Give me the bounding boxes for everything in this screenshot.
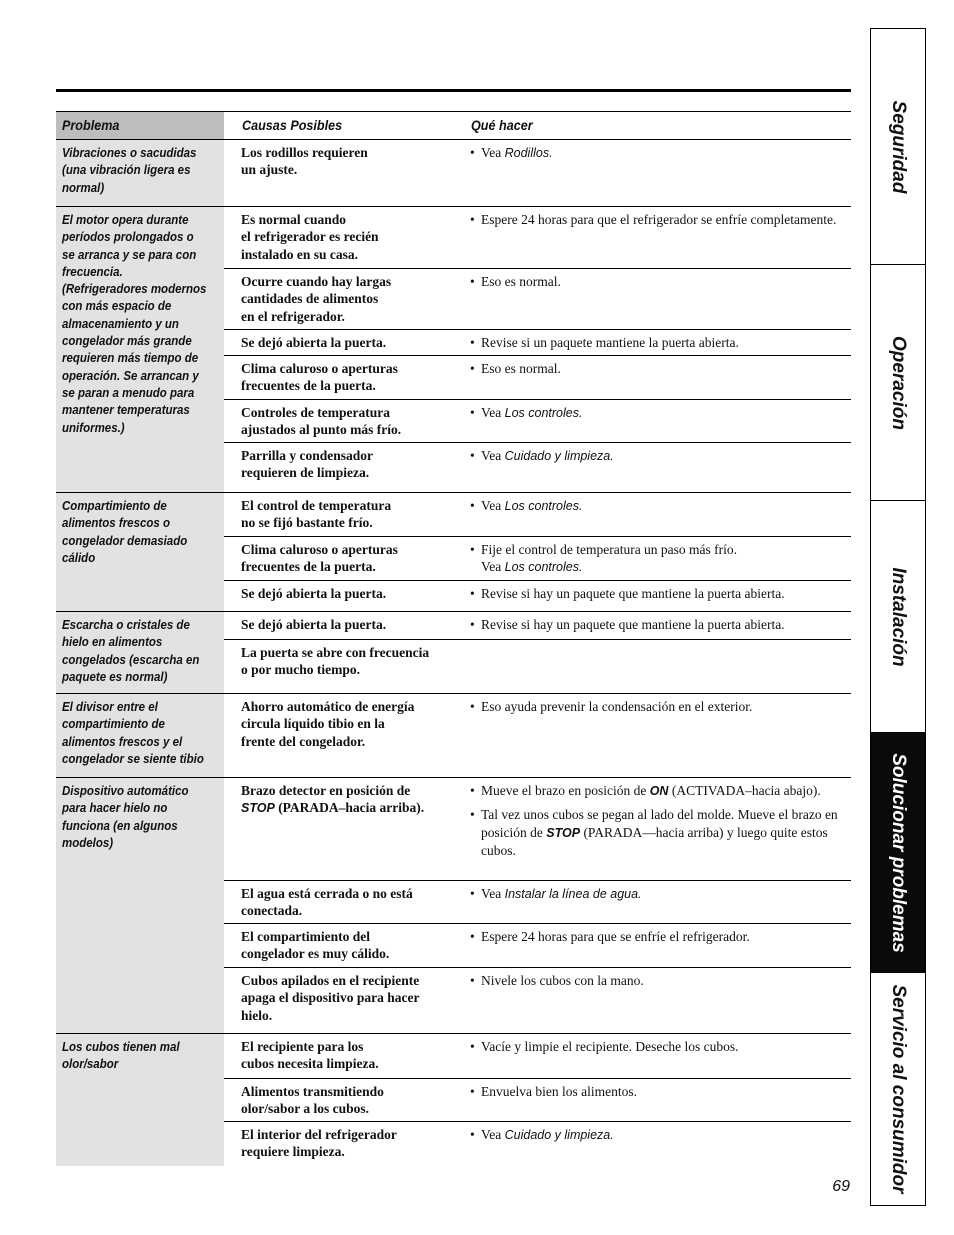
header-causas: Causas Posibles (242, 117, 343, 133)
cause-text: Ahorro automático de energía circula líquido tibio en la frente del congelador. (241, 699, 415, 749)
problem-cell (56, 612, 224, 693)
table-row (224, 1034, 851, 1078)
tab-operacion[interactable] (871, 265, 925, 501)
table-row (224, 1121, 851, 1167)
cause-text: La puerta se abre con frecuencia o por mucho tiempo. (241, 645, 430, 678)
cause-text: Brazo detector en posición de STOP (PARADA–hacia arriba). (241, 783, 425, 816)
solution-text: • Vea Cuidado y limpieza. (470, 1126, 851, 1150)
table-row (224, 923, 851, 968)
cause-text: Parrilla y condensador requieren de limpieza. (241, 448, 373, 481)
table-row (224, 778, 851, 880)
table-section (56, 694, 851, 778)
problem-cell (56, 207, 224, 492)
table-row (224, 880, 851, 924)
tab-label: Operación (888, 335, 909, 430)
cause-text: El interior del refrigerador requiere limpieza. (241, 1127, 397, 1160)
problem-cell (56, 1034, 224, 1166)
solution-text: • Fije el control de temperatura un paso más frío. Vea Los controles. (470, 541, 851, 583)
table-row (224, 442, 851, 493)
solution-text: • Vea Rodillos. (470, 144, 851, 168)
solution-text: • Envuelva bien los alimentos. (470, 1083, 851, 1106)
solution-text: • Revise si hay un paquete que mantiene la puerta abierta. (470, 616, 851, 639)
tab-label: Solucionar problemas (888, 752, 909, 953)
problem-text: Vibraciones o sacudidas (una vibración ligera es normal) (62, 146, 197, 195)
solution-text: • Vea Los controles. (470, 497, 851, 521)
solution-text: • Vea Los controles. (470, 404, 851, 428)
problem-text: El divisor entre el compartimiento de alimentos frescos y el congelador se siente tibio (62, 700, 204, 766)
solution-text: • Revise si un paquete mantiene la puerta abierta. (470, 334, 851, 357)
cause-text: El control de temperatura no se fijó bastante frío. (241, 498, 392, 531)
tab-instalacion[interactable] (871, 501, 925, 733)
solution-text: • Vea Instalar la línea de agua. (470, 885, 851, 909)
solution-text: • Nivele los cubos con la mano. (470, 972, 851, 995)
table-row (224, 268, 851, 330)
cause-text: Alimentos transmitiendo olor/sabor a los cubos. (241, 1084, 384, 1117)
header-problema: Problema (62, 117, 120, 133)
problem-cell (56, 778, 224, 1033)
tab-label: Instalación (888, 566, 909, 667)
cause-text: Cubos apilados en el recipiente apaga el dispositivo para hacer hielo. (241, 973, 420, 1023)
problem-cell (56, 493, 224, 611)
problem-cell (56, 140, 224, 206)
cause-text: Clima caluroso o aperturas frecuentes de la puerta. (241, 542, 398, 575)
problem-text: Los cubos tienen mal olor/sabor (62, 1040, 180, 1072)
cause-text: El recipiente para los cubos necesita limpieza. (241, 1039, 379, 1072)
table-section (56, 778, 851, 1034)
page-number: 69 (832, 1178, 850, 1195)
table-section (56, 140, 851, 207)
cause-text: El agua está cerrada o no está conectada. (241, 886, 413, 919)
table-row (224, 207, 851, 268)
cause-text: Los rodillos requieren un ajuste. (241, 145, 368, 178)
table-section (56, 1034, 851, 1166)
table-row (224, 399, 851, 443)
table-row (224, 329, 851, 356)
tab-label: Seguridad (888, 100, 909, 193)
cause-text: Es normal cuando el refrigerador es recién instalado en su casa. (241, 212, 379, 262)
solution-text: • Mueve el brazo en posición de ON (ACTIVADA–hacia abajo). • Tal vez unos cubos se pegan al lado del molde. Mueve el brazo en posición de STOP (PARADA—hacia arriba) y luego quite estos cubos. (470, 782, 851, 865)
solution-text: • Espere 24 horas para que se enfríe el refrigerador. (470, 928, 851, 951)
table-row (224, 580, 851, 612)
cause-text: Se dejó abierta la puerta. (241, 617, 387, 632)
table-section (56, 612, 851, 694)
table-section (56, 493, 851, 612)
cause-text: Ocurre cuando hay largas cantidades de alimentos en el refrigerador. (241, 274, 392, 324)
cause-text: Se dejó abierta la puerta. (241, 586, 387, 601)
cause-text: El compartimiento del congelador es muy cálido. (241, 929, 390, 962)
solution-text: • Vacíe y limpie el recipiente. Deseche los cubos. (470, 1038, 851, 1061)
solution-text: • Eso es normal. (470, 273, 851, 296)
cause-text: Se dejó abierta la puerta. (241, 335, 387, 350)
problem-text: Dispositivo automático para hacer hielo no funciona (en algunos modelos) (62, 784, 189, 850)
table-row (224, 967, 851, 1034)
tab-seguridad[interactable] (871, 29, 925, 265)
table-row (224, 355, 851, 400)
cause-text: Controles de temperatura ajustados al punto más frío. (241, 405, 402, 438)
solution-text: • Eso es normal. (470, 360, 851, 383)
problem-text: Escarcha o cristales de hielo en alimentos congelados (escarcha en paquete es normal) (62, 618, 200, 684)
table-row (224, 694, 851, 777)
top-rule (56, 89, 851, 92)
table-row (224, 536, 851, 581)
table-row (224, 612, 851, 639)
table-section (56, 207, 851, 493)
cause-text: Clima caluroso o aperturas frecuentes de la puerta. (241, 361, 398, 394)
tab-solucionar-problemas[interactable] (871, 733, 925, 973)
solution-text: • Espere 24 horas para que el refrigerador se enfríe completamente. (470, 211, 851, 234)
solution-text: • Vea Cuidado y limpieza. (470, 447, 851, 471)
solution-text: • Revise si hay un paquete que mantiene la puerta abierta. (470, 585, 851, 608)
table-header (56, 111, 851, 140)
solution-text: • Eso ayuda prevenir la condensación en el exterior. (470, 698, 851, 721)
problem-text: Compartimiento de alimentos frescos o congelador demasiado cálido (62, 499, 188, 565)
header-que-hacer: Qué hacer (471, 117, 533, 133)
table-row (224, 639, 851, 694)
table-row (224, 140, 851, 206)
section-tabs (870, 28, 926, 1206)
tab-servicio-al-consumidor[interactable] (871, 973, 925, 1205)
tab-label: Servicio al consumidor (888, 984, 909, 1194)
problem-text: El motor opera durante períodos prolongados o se arranca y se para con frecuencia. (Refrigeradores modernos con más espacio de almacenamiento y un congelador más grande requieren más tiempo de operación. Se arrancan y se paran a menudo para mantener temperaturas uniformes.) (62, 213, 207, 435)
table-row (224, 1078, 851, 1122)
table-row (224, 493, 851, 536)
problem-cell (56, 694, 224, 777)
